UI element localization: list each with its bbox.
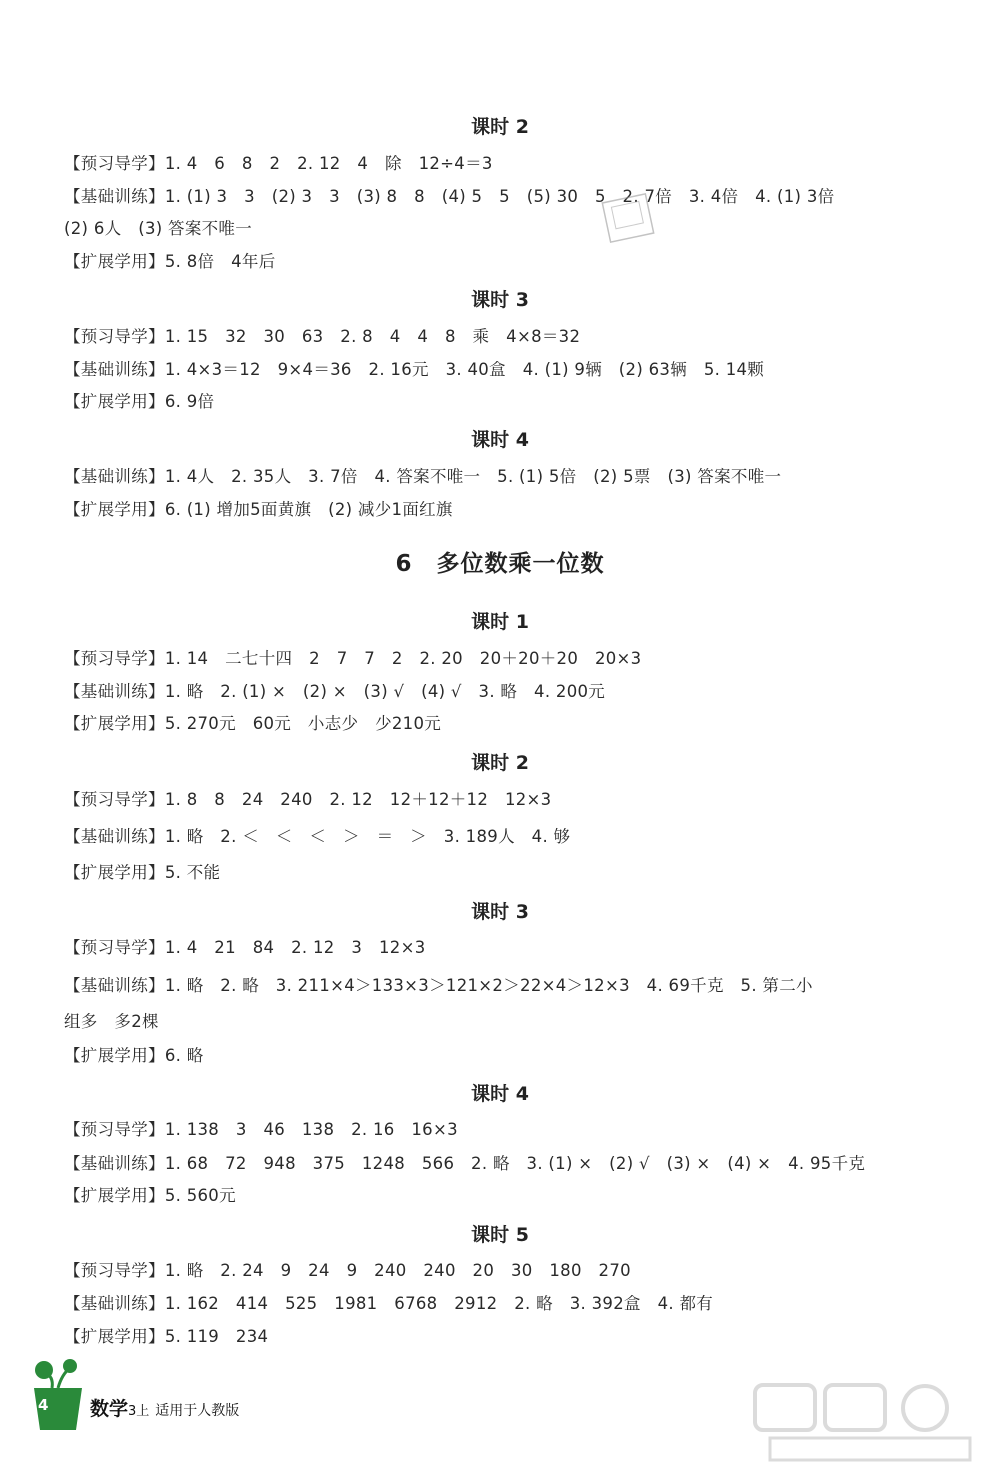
answer-line: 【预习导学】1. 15 32 30 63 2. 8 4 4 8 乘 4×8＝32 (64, 327, 581, 346)
answer-line: 【预习导学】1. 8 8 24 240 2. 12 12＋12＋12 12×3 (64, 790, 552, 809)
answer-line: 【预习导学】1. 4 6 8 2 2. 12 4 除 12÷4＝3 (64, 154, 493, 173)
answer-line: 【扩展学用】5. 8倍 4年后 (64, 252, 276, 271)
answer-line: 【基础训练】1. 4×3＝12 9×4＝36 2. 16元 3. 40盒 4. (1) 9辆 (2) 63辆 5. 14颗 (64, 360, 765, 379)
section-heading: 课时 4 (471, 429, 529, 451)
section-heading: 课时 2 (471, 752, 529, 774)
answer-line: 【预习导学】1. 138 3 46 138 2. 16 16×3 (64, 1120, 458, 1139)
book-title (90, 1394, 239, 1421)
page-number: 4 (38, 1396, 49, 1414)
answer-line: 【基础训练】1. (1) 3 3 (2) 3 3 (3) 8 8 (4) 5 5 (5) 30 5 2. 7倍 3. 4倍 4. (1) 3倍 (64, 187, 835, 206)
answer-line: 【基础训练】1. 略 2. ＜ ＜ ＜ ＞ ＝ ＞ 3. 189人 4. 够 (64, 827, 571, 846)
answer-line: 【基础训练】1. 略 2. (1) × (2) × (3) √ (4) √ 3. 略 4. 200元 (64, 682, 606, 701)
section-heading: 课时 1 (471, 611, 529, 633)
answer-line: 【扩展学用】5. 119 234 (64, 1327, 269, 1346)
answer-line: 【基础训练】1. 68 72 948 375 1248 566 2. 略 3. (1) × (2) √ (3) × (4) × 4. 95千克 (64, 1154, 866, 1173)
answer-line: 【扩展学用】5. 不能 (64, 863, 221, 882)
grade-label: 3上 (128, 1404, 150, 1419)
stamp-icon (598, 190, 658, 250)
subject-label: 数学 (90, 1398, 129, 1420)
answer-line: 【基础训练】1. 162 414 525 1981 6768 2912 2. 略 3. 392盒 4. 都有 (64, 1294, 714, 1313)
answer-line: 【预习导学】1. 4 21 84 2. 12 3 12×3 (64, 938, 426, 957)
answer-line: 组多 多2棵 (64, 1012, 159, 1031)
answer-line: 【扩展学用】5. 560元 (64, 1186, 236, 1205)
section-heading: 课时 3 (471, 901, 529, 923)
section-heading: 课时 3 (471, 289, 529, 311)
answer-line: 【基础训练】1. 4人 2. 35人 3. 7倍 4. 答案不唯一 5. (1) 5倍 (2) 5票 (3) 答案不唯一 (64, 467, 782, 486)
page-footer (30, 1358, 330, 1438)
watermark-icon (750, 1380, 980, 1465)
section-heading: 课时 5 (471, 1224, 529, 1246)
answer-line: 【预习导学】1. 14 二七十四 2 7 7 2 2. 20 20＋20＋20 20×3 (64, 649, 642, 668)
chapter-title: 6 多位数乘一位数 (395, 551, 605, 577)
answer-line: 【扩展学用】6. (1) 增加5面黄旗 (2) 减少1面红旗 (64, 500, 453, 519)
answer-line: 【扩展学用】6. 略 (64, 1046, 204, 1065)
section-heading: 课时 4 (471, 1083, 529, 1105)
answer-line: 【预习导学】1. 略 2. 24 9 24 9 240 240 20 30 180 270 (64, 1261, 631, 1280)
answer-line: (2) 6人 (3) 答案不唯一 (64, 219, 253, 238)
answer-line: 【扩展学用】6. 9倍 (64, 392, 215, 411)
answer-line: 【扩展学用】5. 270元 60元 小志少 少210元 (64, 714, 442, 733)
section-heading: 课时 2 (471, 116, 529, 138)
edition-label: 适用于人教版 (155, 1403, 240, 1419)
answer-line: 【基础训练】1. 略 2. 略 3. 211×4＞133×3＞121×2＞22×4＞12×3 4. 69千克 5. 第二小 (64, 976, 813, 995)
